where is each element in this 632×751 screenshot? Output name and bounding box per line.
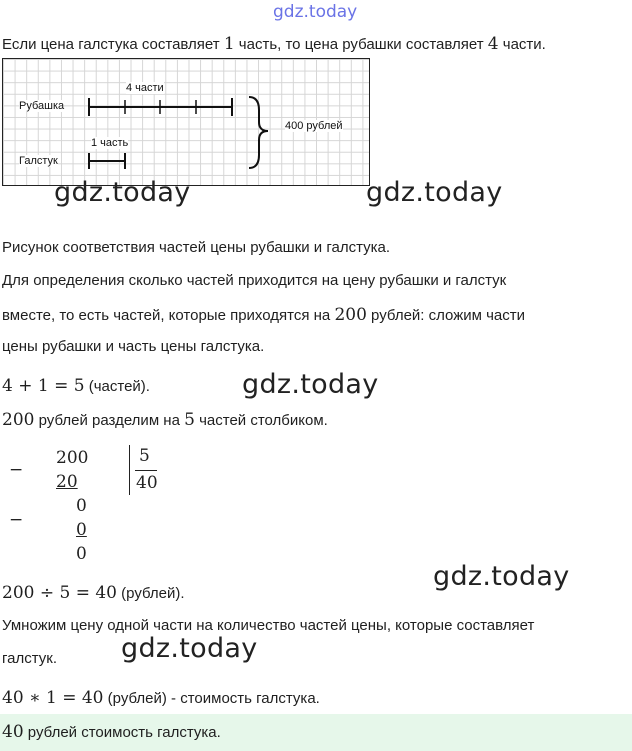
divisor: 5 <box>139 446 150 466</box>
math-number: 200 <box>334 305 367 325</box>
answer-text: рублей стоимость галстука. <box>23 724 221 741</box>
text-fragment: частей столбиком. <box>194 412 328 429</box>
quotient: 40 <box>136 473 158 493</box>
paragraph-line: галстук. <box>2 650 58 667</box>
intro-suffix: части. <box>498 36 546 53</box>
intro-prefix: Если цена галстука составляет <box>2 36 224 53</box>
intro-middle: часть, то цена рубашки составляет <box>234 36 488 53</box>
answer-number: 40 <box>2 722 24 742</box>
subtrahend-1: 20 <box>56 472 78 492</box>
intro-one: 1 <box>223 34 235 54</box>
tie-label: Галстук <box>19 155 58 167</box>
minus-sign: − <box>9 460 24 480</box>
watermark: gdz.today <box>366 177 503 208</box>
dividend: 200 <box>56 448 89 468</box>
total-label: 400 рублей <box>285 120 343 132</box>
watermark: gdz.today <box>242 369 379 400</box>
paragraph-line <box>2 305 525 325</box>
paragraph-figure-caption: Рисунок соответствия частей цены рубашки и галстука. <box>2 239 391 256</box>
watermark: gdz.today <box>54 177 191 208</box>
equation-tie-cost <box>2 688 320 708</box>
math-number: 5 <box>184 410 195 430</box>
text-fragment: вместе, то есть частей, которые приходятся на <box>2 307 335 324</box>
equation-quotient <box>2 583 185 603</box>
watermark: gdz.today <box>121 633 258 664</box>
remainder-1: 0 <box>76 496 87 516</box>
diagram-lines <box>0 0 632 200</box>
quotient-line <box>135 470 157 471</box>
site-header-logo[interactable]: gdz.today <box>273 2 358 22</box>
math-unit: (рублей) - стоимость галстука. <box>103 690 320 707</box>
subtrahend-2: 0 <box>76 520 87 540</box>
remainder-2: 0 <box>76 544 87 564</box>
math-unit: (рублей). <box>117 585 185 602</box>
total-brace <box>249 97 268 168</box>
math-expression: 200 ÷ 5 = 40 <box>2 583 117 603</box>
paragraph-line: Для определения сколько частей приходится на цену рубашки и галстук <box>2 272 507 289</box>
answer-line <box>2 722 221 742</box>
math-expression: 40 ∗ 1 = 40 <box>2 688 104 708</box>
watermark: gdz.today <box>433 561 570 592</box>
paragraph-line: Умножим цену одной части на количество частей цены, которые составляет <box>2 617 535 634</box>
division-intro <box>2 410 328 430</box>
math-number: 200 <box>2 410 35 430</box>
division-bar <box>129 445 130 495</box>
math-unit: (частей). <box>84 378 150 395</box>
one-part-label: 1 часть <box>91 137 129 149</box>
shirt-label: Рубашка <box>19 100 65 112</box>
text-fragment: рублей: сложим части <box>366 307 526 324</box>
equation-parts <box>2 376 150 396</box>
intro-four: 4 <box>487 34 499 54</box>
four-parts-label: 4 части <box>126 82 164 94</box>
math-expression: 4 + 1 = 5 <box>2 376 85 396</box>
paragraph-line: цены рубашки и часть цены галстука. <box>2 338 265 355</box>
text-fragment: рублей разделим на <box>34 412 185 429</box>
minus-sign: − <box>9 510 24 530</box>
